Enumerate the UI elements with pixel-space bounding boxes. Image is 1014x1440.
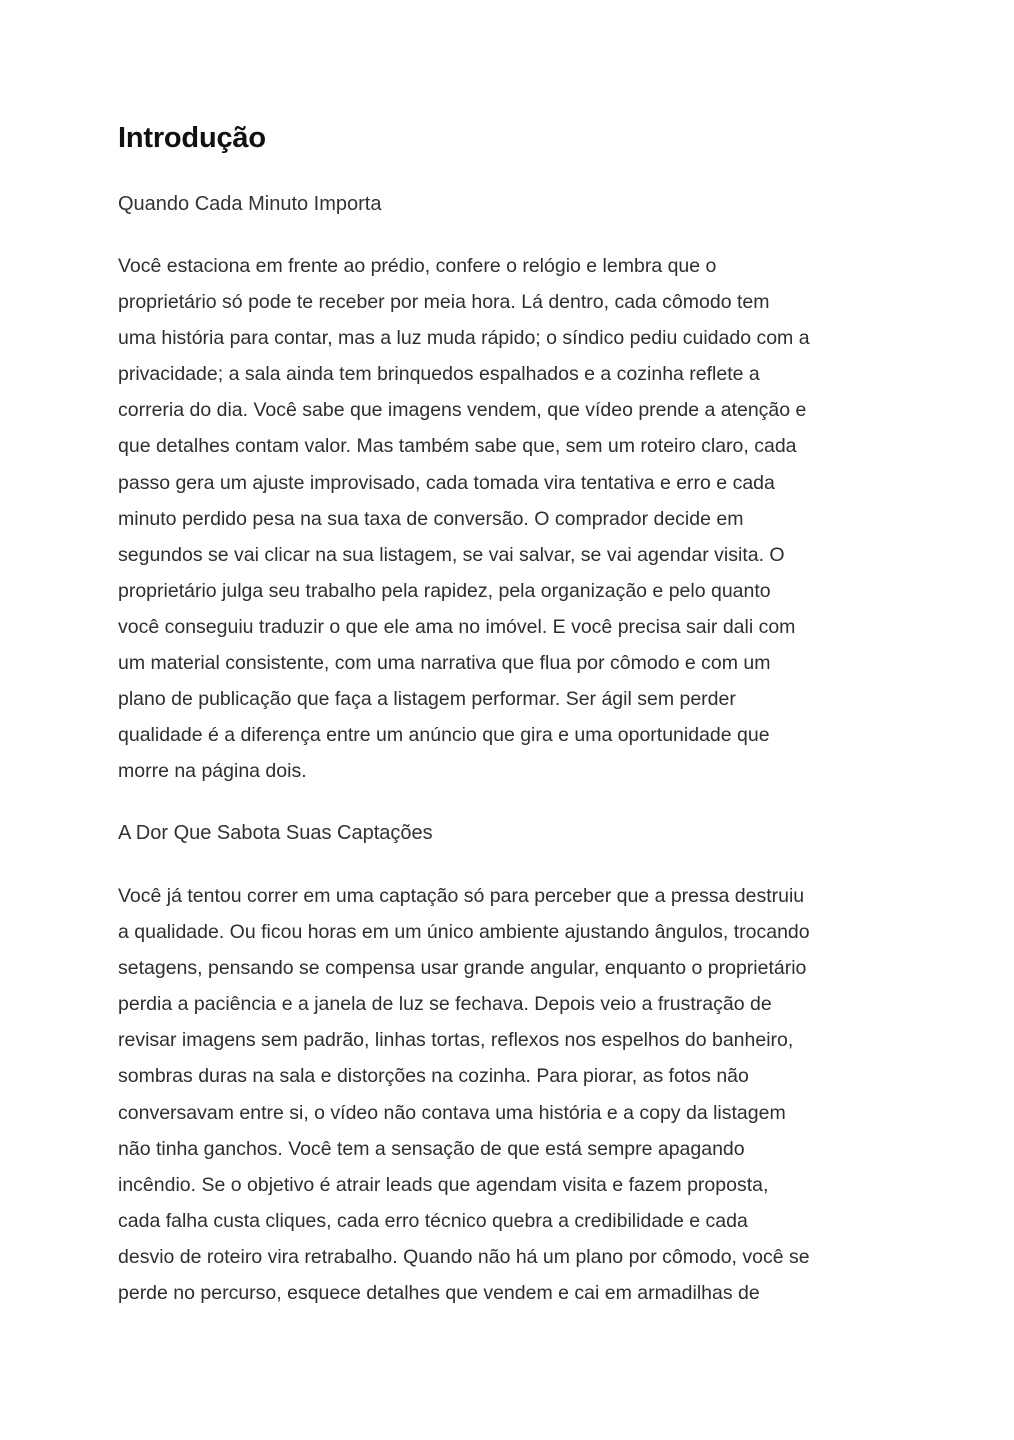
paragraph-line: revisar imagens sem padrão, linhas tortas, reflexos nos espelhos do banheiro, [118,1029,794,1052]
paragraph-line: você conseguiu traduzir o que ele ama no imóvel. E você precisa sair dali com [118,615,796,638]
page-title: Introdução [118,122,266,154]
paragraph-line: proprietário julga seu trabalho pela rapidez, pela organização e pelo quanto [118,579,771,602]
paragraph-line: a qualidade. Ou ficou horas em um único ambiente ajustando ângulos, trocando [118,921,810,944]
paragraph-line: morre na página dois. [118,760,307,783]
paragraph-line: uma história para contar, mas a luz muda rápido; o síndico pediu cuidado com a [118,327,810,350]
paragraph-line: um material consistente, com uma narrativa que flua por cômodo e com um [118,652,771,675]
paragraph-line: segundos se vai clicar na sua listagem, se vai salvar, se vai agendar visita. O [118,543,785,566]
paragraph-line: perdia a paciência e a janela de luz se fechava. Depois veio a frustração de [118,993,772,1016]
paragraph-line: proprietário só pode te receber por meia hora. Lá dentro, cada cômodo tem [118,291,770,314]
section-heading-minute: Quando Cada Minuto Importa [118,193,382,215]
paragraph-line: incêndio. Se o objetivo é atrair leads que agendam visita e fazem proposta, [118,1173,769,1196]
section-body-pain [118,878,898,1311]
paragraph-line: correria do dia. Você sabe que imagens vendem, que vídeo prende a atenção e [118,399,807,422]
paragraph-line: setagens, pensando se compensa usar grande angular, enquanto o proprietário [118,957,807,980]
paragraph-line: qualidade é a diferença entre um anúncio que gira e uma oportunidade que [118,724,770,747]
section-body-minute [118,248,898,789]
paragraph-line: privacidade; a sala ainda tem brinquedos espalhados e a cozinha reflete a [118,363,760,386]
paragraph-line: desvio de roteiro vira retrabalho. Quando não há um plano por cômodo, você se [118,1245,810,1268]
paragraph-line: sombras duras na sala e distorções na cozinha. Para piorar, as fotos não [118,1065,749,1088]
paragraph-line: cada falha custa cliques, cada erro técnico quebra a credibilidade e cada [118,1209,748,1232]
paragraph-line: conversavam entre si, o vídeo não contava uma história e a copy da listagem [118,1101,786,1124]
paragraph-line: plano de publicação que faça a listagem performar. Ser ágil sem perder [118,688,736,711]
paragraph-line: que detalhes contam valor. Mas também sabe que, sem um roteiro claro, cada [118,435,797,458]
paragraph-line: Você já tentou correr em uma captação só para perceber que a pressa destruiu [118,885,805,907]
paragraph-line: minuto perdido pesa na sua taxa de conversão. O comprador decide em [118,507,744,530]
paragraph-line: perde no percurso, esquece detalhes que vendem e cai em armadilhas de [118,1282,760,1305]
paragraph-line: Você estaciona em frente ao prédio, confere o relógio e lembra que o [118,255,717,277]
paragraph-line: passo gera um ajuste improvisado, cada tomada vira tentativa e erro e cada [118,471,775,494]
paragraph-line: não tinha ganchos. Você tem a sensação de que está sempre apagando [118,1137,745,1160]
section-heading-pain: A Dor Que Sabota Suas Captações [118,822,433,844]
